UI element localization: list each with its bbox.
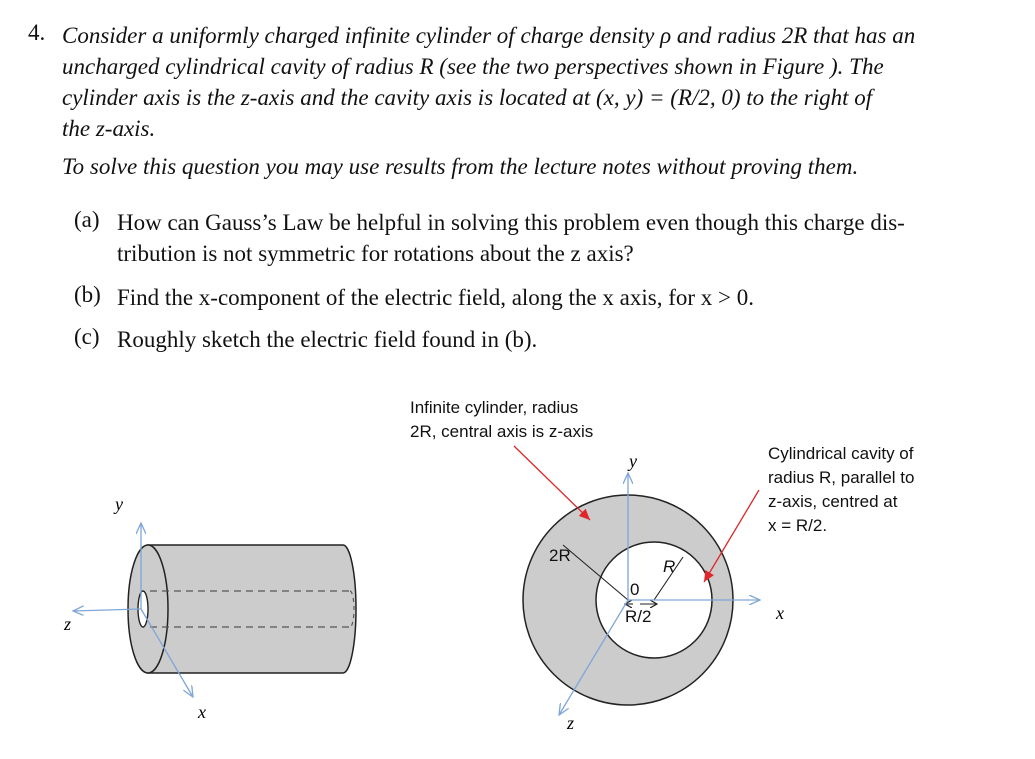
cylinder-3d	[128, 545, 356, 673]
offset-label: R/2	[625, 607, 652, 626]
left-x-label: x	[198, 702, 206, 722]
origin-label: 0	[630, 580, 640, 599]
question-line-3: cylinder axis is the z-axis and the cavity axis is located at (x, y) = (R/2, 0) to the right of	[62, 85, 873, 110]
left-y-label: y	[115, 494, 123, 514]
caption-cavity-line-3: z-axis, centred at	[768, 492, 898, 511]
caption-cylinder	[410, 396, 593, 444]
caption-cavity-line-4: x = R/2.	[768, 516, 828, 535]
part-c-label: (c)	[74, 324, 100, 349]
right-x-label: x	[776, 603, 784, 623]
caption-cavity-line-2: radius R, parallel to	[768, 468, 915, 487]
part-a-label: (a)	[74, 207, 100, 232]
caption-cylinder-line-2: 2R, central axis is z-axis	[410, 422, 594, 441]
inner-radius-label: R	[663, 557, 676, 576]
outer-radius-label: 2R	[549, 546, 571, 565]
caption-cavity-line-1: Cylindrical cavity of	[768, 444, 914, 463]
question-number: 4.	[28, 20, 46, 45]
part-a-text	[117, 207, 905, 269]
question-text	[62, 20, 1014, 144]
question-line-2: uncharged cylindrical cavity of radius R (see the two perspectives shown in Figure ). The	[62, 54, 884, 79]
part-a-line-2: tribution is not symmetric for rotations about the z axis?	[117, 241, 634, 266]
part-b-text: Find the x-component of the electric field, along the x axis, for x > 0.	[117, 285, 754, 310]
part-a-line-1: How can Gauss’s Law be helpful in solving this problem even though this charge dis-	[117, 210, 905, 235]
left-z-label: z	[64, 614, 72, 634]
caption-cylinder-line-1: Infinite cylinder, radius	[410, 398, 579, 417]
question-line-1: Consider a uniformly charged infinite cylinder of charge density ρ and radius 2R that has an	[62, 23, 916, 48]
caption-cavity	[768, 442, 914, 538]
right-y-label: y	[629, 451, 637, 471]
question-note: To solve this question you may use results from the lecture notes without proving them.	[62, 154, 859, 179]
part-b-label: (b)	[74, 282, 101, 307]
question-line-4: the z-axis.	[62, 116, 156, 141]
part-c-text: Roughly sketch the electric field found in (b).	[117, 327, 538, 352]
right-z-label: z	[567, 713, 575, 733]
